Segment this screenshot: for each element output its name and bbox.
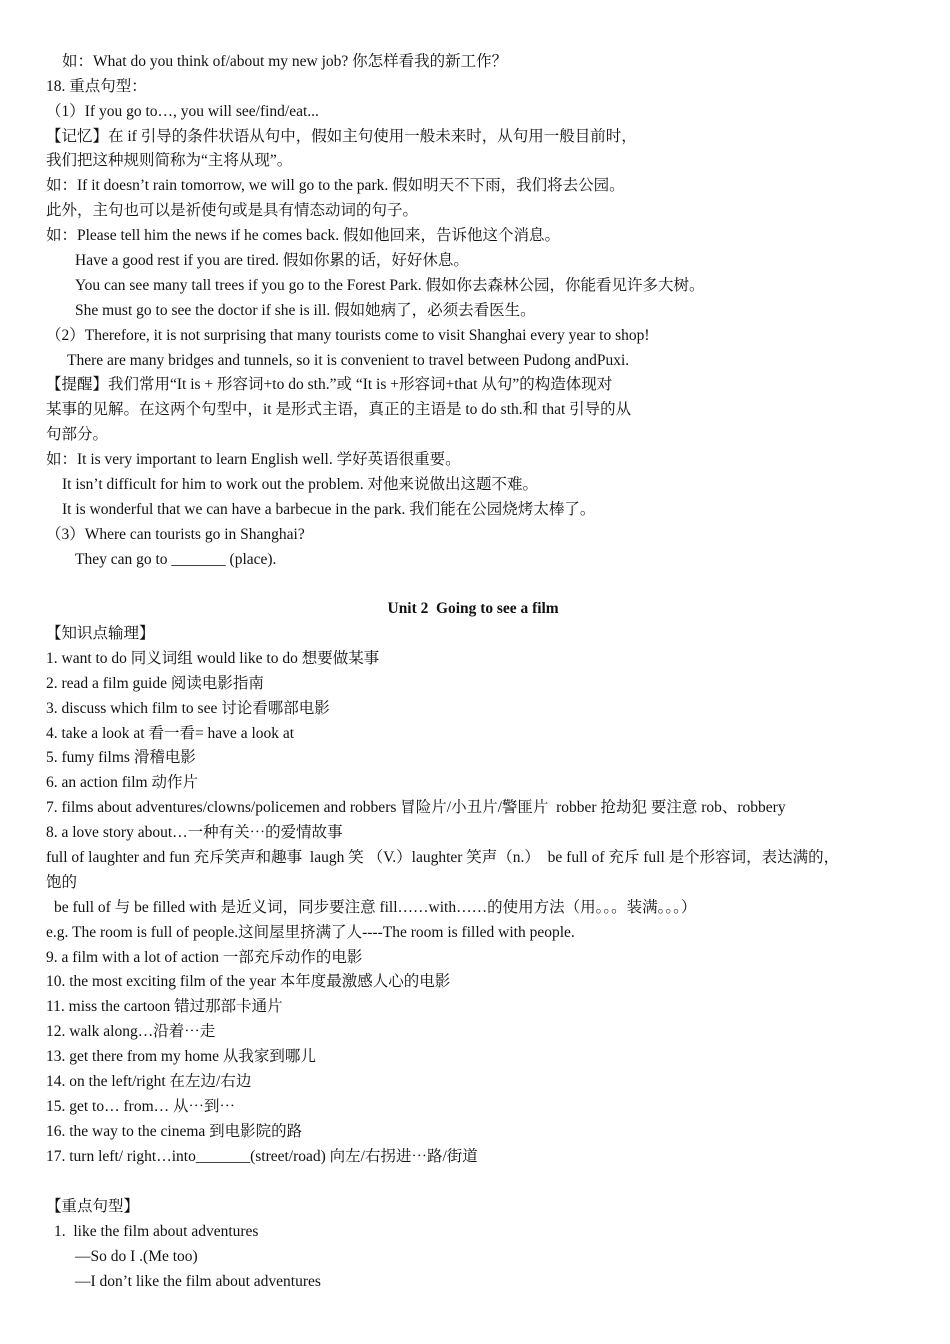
list-item: 1. like the film about adventures (54, 1223, 259, 1240)
list-item: 15. get to… from… 从⋯到⋯ (46, 1098, 235, 1115)
list-item: 9. a film with a lot of action 一部充斥动作的电影 (46, 949, 363, 966)
list-item: 3. discuss which film to see 讨论看哪部电影 (46, 700, 330, 717)
text-line: 我们把这种规则简称为“主将从现”。 (46, 152, 293, 169)
text-line: （3）Where can tourists go in Shanghai? (46, 526, 305, 543)
text-line: —So do I .(Me too) (75, 1248, 198, 1265)
text-line: She must go to see the doctor if she is ill. 假如她病了，必须去看医生。 (75, 302, 536, 319)
list-item: 13. get there from my home 从我家到哪儿 (46, 1048, 316, 1065)
text-line: It isn’t difficult for him to work out the problem. 对他来说做出这题不难。 (62, 476, 539, 493)
text-line: 如：What do you think of/about my new job? 你怎样看我的新工作？ (62, 53, 508, 70)
text-line: 饱的 (46, 874, 78, 891)
list-item: 14. on the left/right 在左边/右边 (46, 1073, 252, 1090)
text-line: It is wonderful that we can have a barbecue in the park. 我们能在公园烧烤太棒了。 (62, 501, 596, 518)
section-heading: 【重点句型】 (46, 1198, 140, 1215)
text-line: 此外，主句也可以是祈使句或是具有情态动词的句子。 (46, 202, 419, 219)
text-line: Have a good rest if you are tired. 假如你累的话，好好休息。 (75, 252, 469, 269)
unit-title: Unit 2 Going to see a film (387, 600, 559, 617)
text-line: 句部分。 (46, 426, 109, 443)
list-item: 17. turn left/ right…into_______(street/road) 向左/右拐进⋯路/街道 (46, 1148, 478, 1165)
text-line: be full of 与 be filled with 是近义词，同步要注意 fill……with……的使用方法（用。。。装满。。。） (54, 899, 697, 916)
text-line: 【提醒】我们常用“It is + 形容词+to do sth.”或 “It is +形容词+that 从句”的构造体现对 (46, 376, 613, 393)
list-item: 12. walk along…沿着⋯走 (46, 1023, 216, 1040)
list-item: 6. an action film 动作片 (46, 774, 198, 791)
list-item: 4. take a look at 看一看= have a look at (46, 725, 295, 742)
list-item: 10. the most exciting film of the year 本年度最激感人心的电影 (46, 973, 451, 990)
text-line: —I don’t like the film about adventures (75, 1273, 321, 1290)
list-item: 2. read a film guide 阅读电影指南 (46, 675, 264, 692)
text-line: （1）If you go to…, you will see/find/eat... (46, 103, 319, 120)
list-item: 5. fumy films 滑稽电影 (46, 749, 196, 766)
list-item: 7. films about adventures/clowns/policemen and robbers 冒险片/小丑片/警匪片 robber 抢劫犯 要注意 rob、robbery (46, 799, 786, 816)
list-item: 8. a love story about…一种有关⋯的爱情故事 (46, 824, 343, 841)
text-line: 【记忆】在 if 引导的条件状语从句中，假如主句使用一般未来时，从句用一般目前时， (46, 128, 637, 145)
list-item: 1. want to do 同义词组 would like to do 想要做某事 (46, 650, 380, 667)
text-line: 如：If it doesn’t rain tomorrow, we will go to the park. 假如明天不下雨，我们将去公园。 (46, 177, 625, 194)
text-line: e.g. The room is full of people.这间屋里挤满了人----The room is filled with people. (46, 924, 575, 941)
section-heading: 18. 重点句型： (46, 78, 147, 95)
text-line: There are many bridges and tunnels, so it is convenient to travel between Pudong andPuxi. (67, 352, 630, 369)
section-heading: 【知识点输理】 (46, 625, 155, 642)
list-item: 11. miss the cartoon 错过那部卡通片 (46, 998, 283, 1015)
text-line: They can go to _______ (place). (75, 551, 277, 568)
text-line: 如：It is very important to learn English well. 学好英语很重要。 (46, 451, 461, 468)
text-line: 某事的见解。在这两个句型中，it 是形式主语，真正的主语是 to do sth.和 that 引导的从 (46, 401, 632, 418)
text-line: 如：Please tell him the news if he comes back. 假如他回来，告诉他这个消息。 (46, 227, 561, 244)
text-line: full of laughter and fun 充斥笑声和趣事 laugh 笑 （V.）laughter 笑声（n.） be full of 充斥 full 是个形容词，表达满的， (46, 849, 840, 866)
text-line: （2）Therefore, it is not surprising that many tourists come to visit Shanghai every year to shop! (46, 327, 650, 344)
text-line: You can see many tall trees if you go to the Forest Park. 假如你去森林公园，你能看见许多大树。 (75, 277, 705, 294)
list-item: 16. the way to the cinema 到电影院的路 (46, 1123, 303, 1140)
